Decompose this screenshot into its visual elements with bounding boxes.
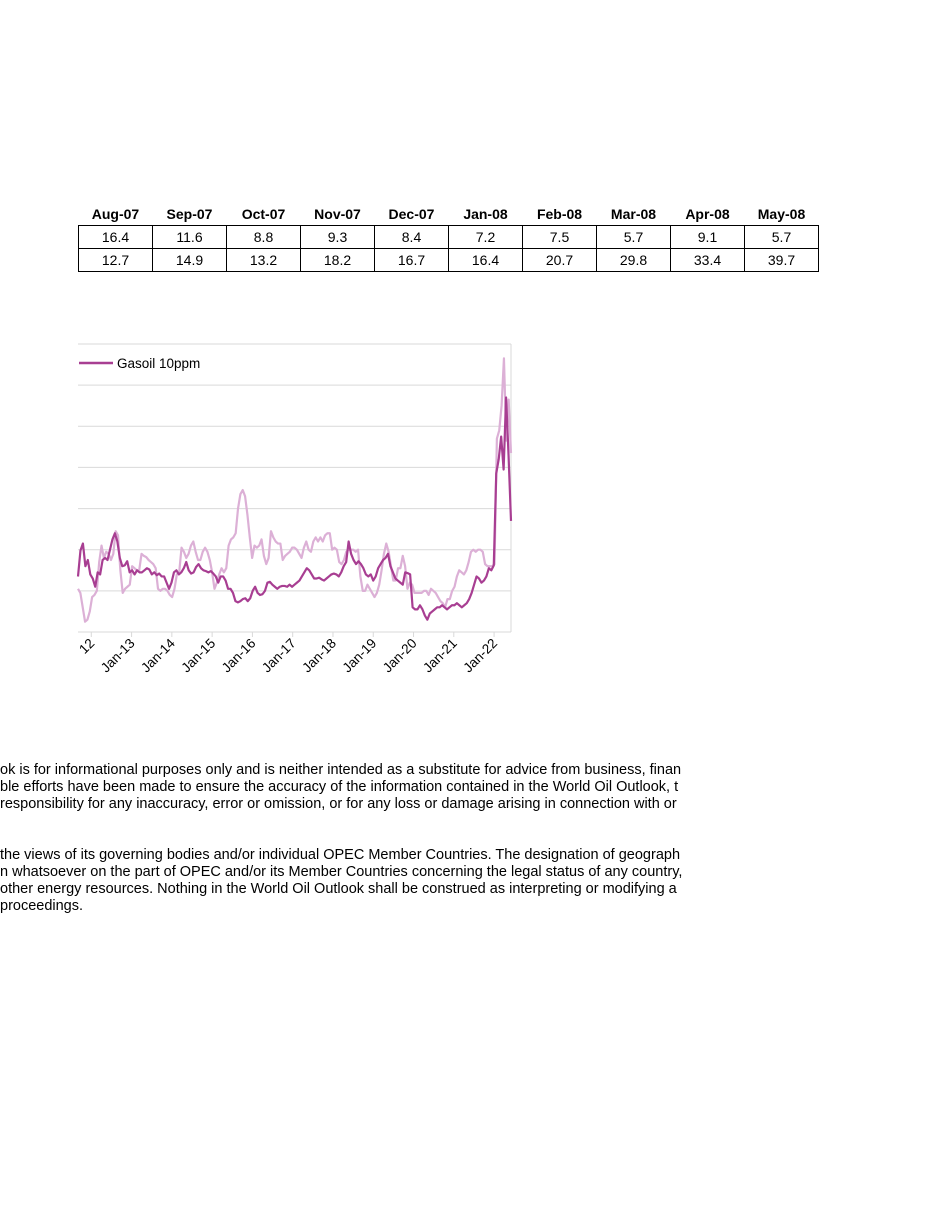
series-line-2: [78, 358, 511, 621]
x-tick-label: Jan-22: [460, 635, 501, 676]
column-header: Dec-07: [388, 206, 435, 222]
chart-canvas: [0, 330, 540, 710]
disclaimer-line: proceedings.: [0, 898, 84, 914]
table-row: [79, 226, 819, 249]
table-cell: 11.6: [153, 226, 227, 249]
table-cell: 16.4: [449, 249, 523, 272]
x-tick-label: Jan-15: [178, 635, 219, 676]
table-cell: 33.4: [671, 249, 745, 272]
disclaimer-line: ok is for informational purposes only and is neither intended as a substitute for advice from business, finan: [0, 762, 682, 778]
table-cell: 16.7: [375, 249, 449, 272]
column-header: Mar-08: [610, 206, 657, 222]
column-header: Aug-07: [91, 206, 140, 222]
disclaimer-line: responsibility for any inaccuracy, error or omission, or for any loss or damage arising in connection with or: [0, 796, 677, 812]
column-header: Feb-08: [536, 206, 583, 222]
table-cell: 14.9: [153, 249, 227, 272]
x-tick-label: Jan-17: [259, 635, 299, 676]
disclaimer-line: the views of its governing bodies and/or individual OPEC Member Countries. The designation of geograph: [0, 847, 681, 863]
table-cell: 20.7: [523, 249, 597, 272]
table-cell: 16.4: [79, 226, 153, 249]
disclaimer-text: [0, 762, 818, 915]
x-tick-label: 12: [76, 635, 98, 657]
disclaimer-line: ble efforts have been made to ensure the accuracy of the information contained in the World Oil Outlook, t: [0, 779, 679, 795]
table-cell: 29.8: [597, 249, 671, 272]
x-tick-label: Jan-19: [339, 635, 380, 676]
table-cell: 39.7: [745, 249, 819, 272]
table-cell: 9.3: [301, 226, 375, 249]
table-cell: 7.5: [523, 226, 597, 249]
table-cell: 9.1: [671, 226, 745, 249]
legend-label: Gasoil 10ppm: [117, 356, 201, 371]
data-table: [78, 203, 819, 272]
table-cell: 5.7: [597, 226, 671, 249]
table-header-row: [79, 203, 819, 226]
table-row: [79, 249, 819, 272]
line-chart: [0, 330, 540, 710]
table-cell: 18.2: [301, 249, 375, 272]
column-header: Sep-07: [166, 206, 213, 222]
x-tick-label: Jan-14: [138, 635, 178, 676]
disclaimer-line: n whatsoever on the part of OPEC and/or its Member Countries concerning the legal status of any country,: [0, 864, 683, 880]
chart-legend: [79, 356, 200, 371]
column-header: Oct-07: [241, 206, 286, 222]
x-tick-label: Jan-21: [420, 635, 460, 676]
x-tick-label: Jan-16: [218, 635, 259, 676]
table-cell: 12.7: [79, 249, 153, 272]
column-header: Apr-08: [685, 206, 730, 222]
disclaimer-line: other energy resources. Nothing in the World Oil Outlook shall be construed as interpreting or modifying a: [0, 881, 677, 897]
table-cell: 8.4: [375, 226, 449, 249]
x-tick-label: Jan-18: [299, 635, 340, 676]
chart-x-axis: [76, 632, 511, 675]
table-cell: 5.7: [745, 226, 819, 249]
column-header: Nov-07: [314, 206, 361, 222]
table-cell: 8.8: [227, 226, 301, 249]
table-cell: 13.2: [227, 249, 301, 272]
disclaimer-spacer: [0, 813, 818, 847]
x-tick-label: Jan-13: [97, 635, 138, 676]
column-header: May-08: [757, 206, 806, 222]
chart-series-group: [78, 358, 511, 621]
x-tick-label: Jan-20: [379, 635, 420, 676]
table-cell: 7.2: [449, 226, 523, 249]
chart-gridlines: [78, 344, 511, 632]
column-header: Jan-08: [463, 206, 508, 222]
